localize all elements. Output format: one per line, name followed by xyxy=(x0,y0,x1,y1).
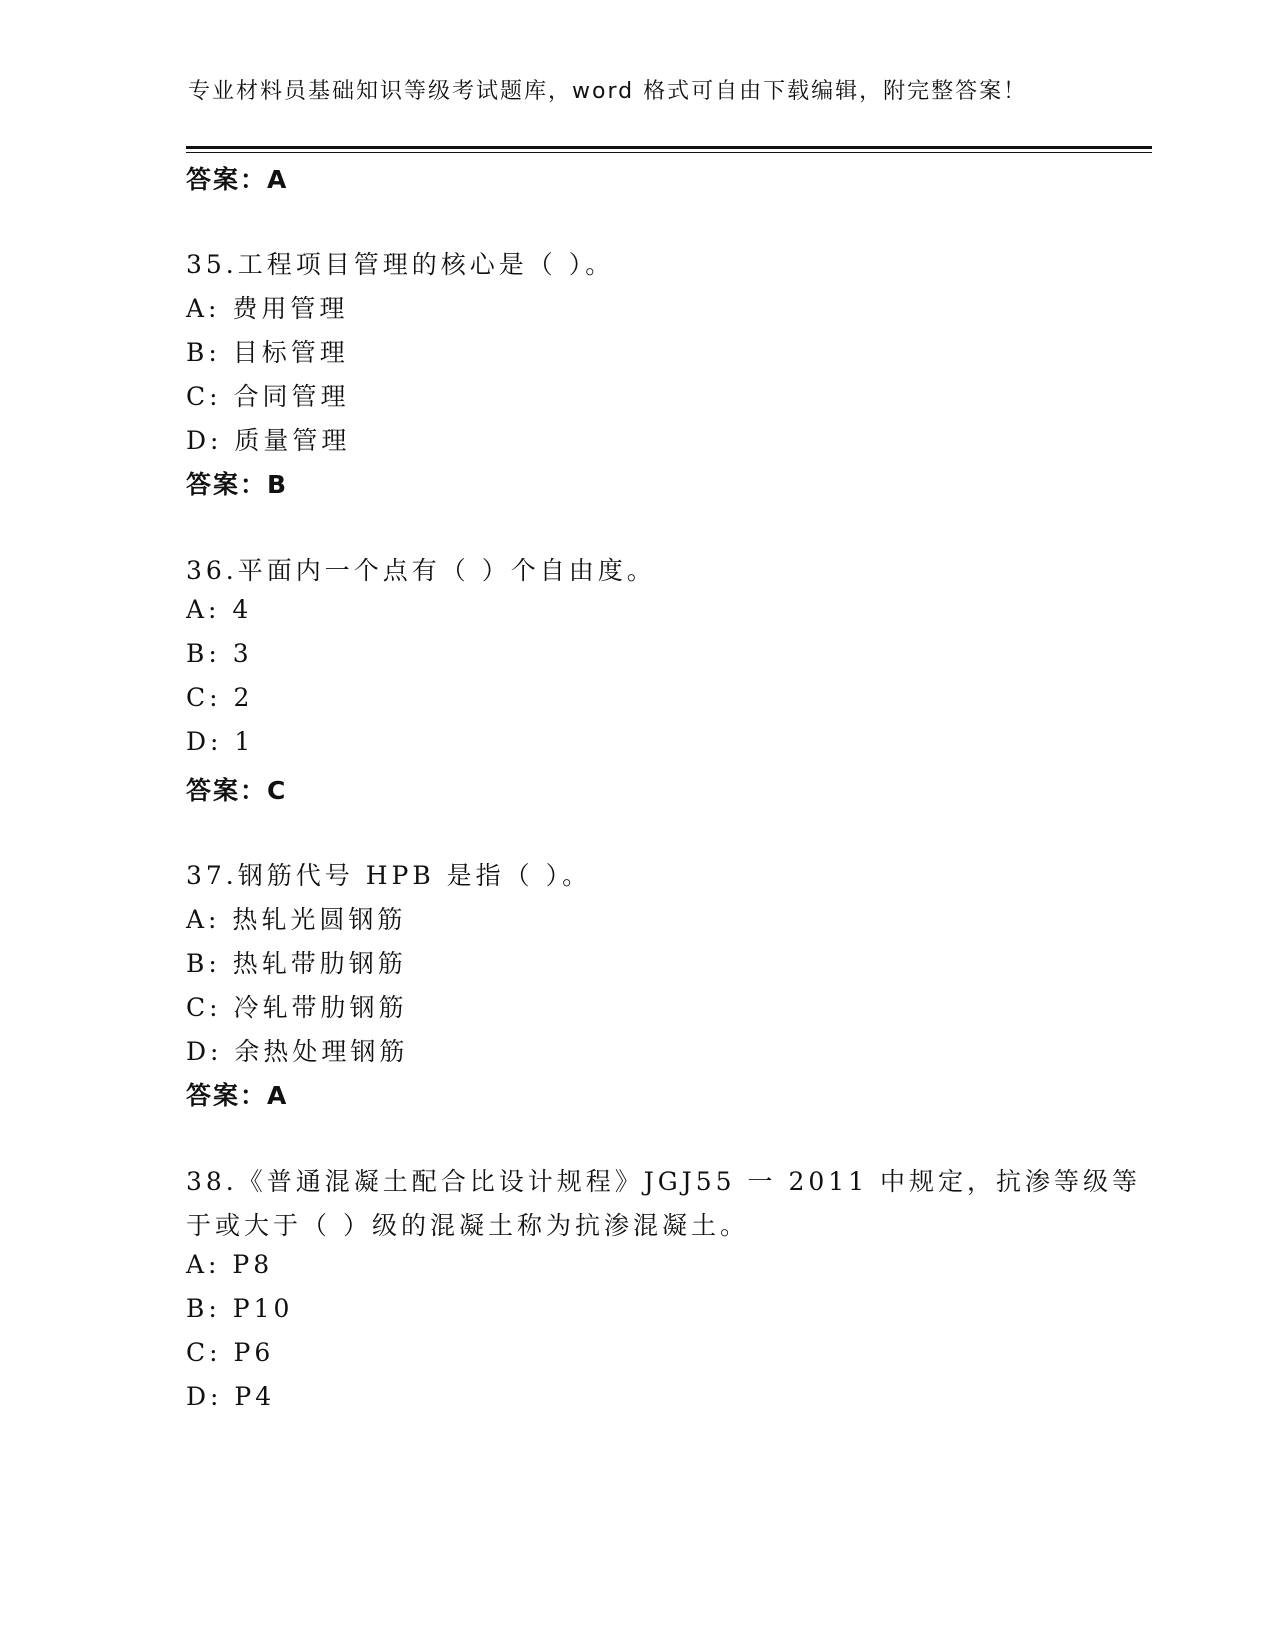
question-36: 36.平面内一个点有（ ）个自由度。 xyxy=(186,556,656,585)
q37-option-d: D: 余热处理钢筋 xyxy=(186,1037,409,1066)
question-38-line1: 38.《普通混凝土配合比设计规程》JGJ55 一 2011 中规定，抗渗等级等 xyxy=(186,1167,1142,1196)
question-37: 37.钢筋代号 HPB 是指（ ）。 xyxy=(186,861,592,890)
header-rule-thin xyxy=(186,152,1152,153)
page-header: 专业材料员基础知识等级考试题库，word 格式可自由下载编辑，附完整答案！ xyxy=(188,79,1028,104)
q36-option-b: B: 3 xyxy=(186,639,253,668)
q38-option-d: D: P4 xyxy=(186,1382,276,1411)
q38-option-c: C: P6 xyxy=(186,1338,275,1367)
q36-answer: 答案：C xyxy=(186,776,288,805)
q36-option-a: A: 4 xyxy=(186,595,253,624)
q36-option-c: C: 2 xyxy=(186,683,254,712)
q35-option-a: A: 费用管理 xyxy=(186,294,349,323)
question-38-line2: 于或大于（ ）级的混凝土称为抗渗混凝土。 xyxy=(186,1211,749,1240)
q35-answer: 答案：B xyxy=(186,470,289,499)
answer-prev: 答案：A xyxy=(186,165,289,194)
q35-option-d: D: 质量管理 xyxy=(186,426,351,455)
q37-option-c: C: 冷轧带肋钢筋 xyxy=(186,993,408,1022)
q37-answer: 答案：A xyxy=(186,1081,289,1110)
q37-option-a: A: 热轧光圆钢筋 xyxy=(186,905,407,934)
header-rule-thick xyxy=(186,146,1152,149)
q36-option-d: D: 1 xyxy=(186,727,255,756)
q38-option-b: B: P10 xyxy=(186,1294,294,1323)
q35-option-b: B: 目标管理 xyxy=(186,338,349,367)
q35-option-c: C: 合同管理 xyxy=(186,382,350,411)
q37-option-b: B: 热轧带肋钢筋 xyxy=(186,949,407,978)
question-35: 35.工程项目管理的核心是（ ）。 xyxy=(186,250,615,279)
q38-option-a: A: P8 xyxy=(186,1250,274,1279)
